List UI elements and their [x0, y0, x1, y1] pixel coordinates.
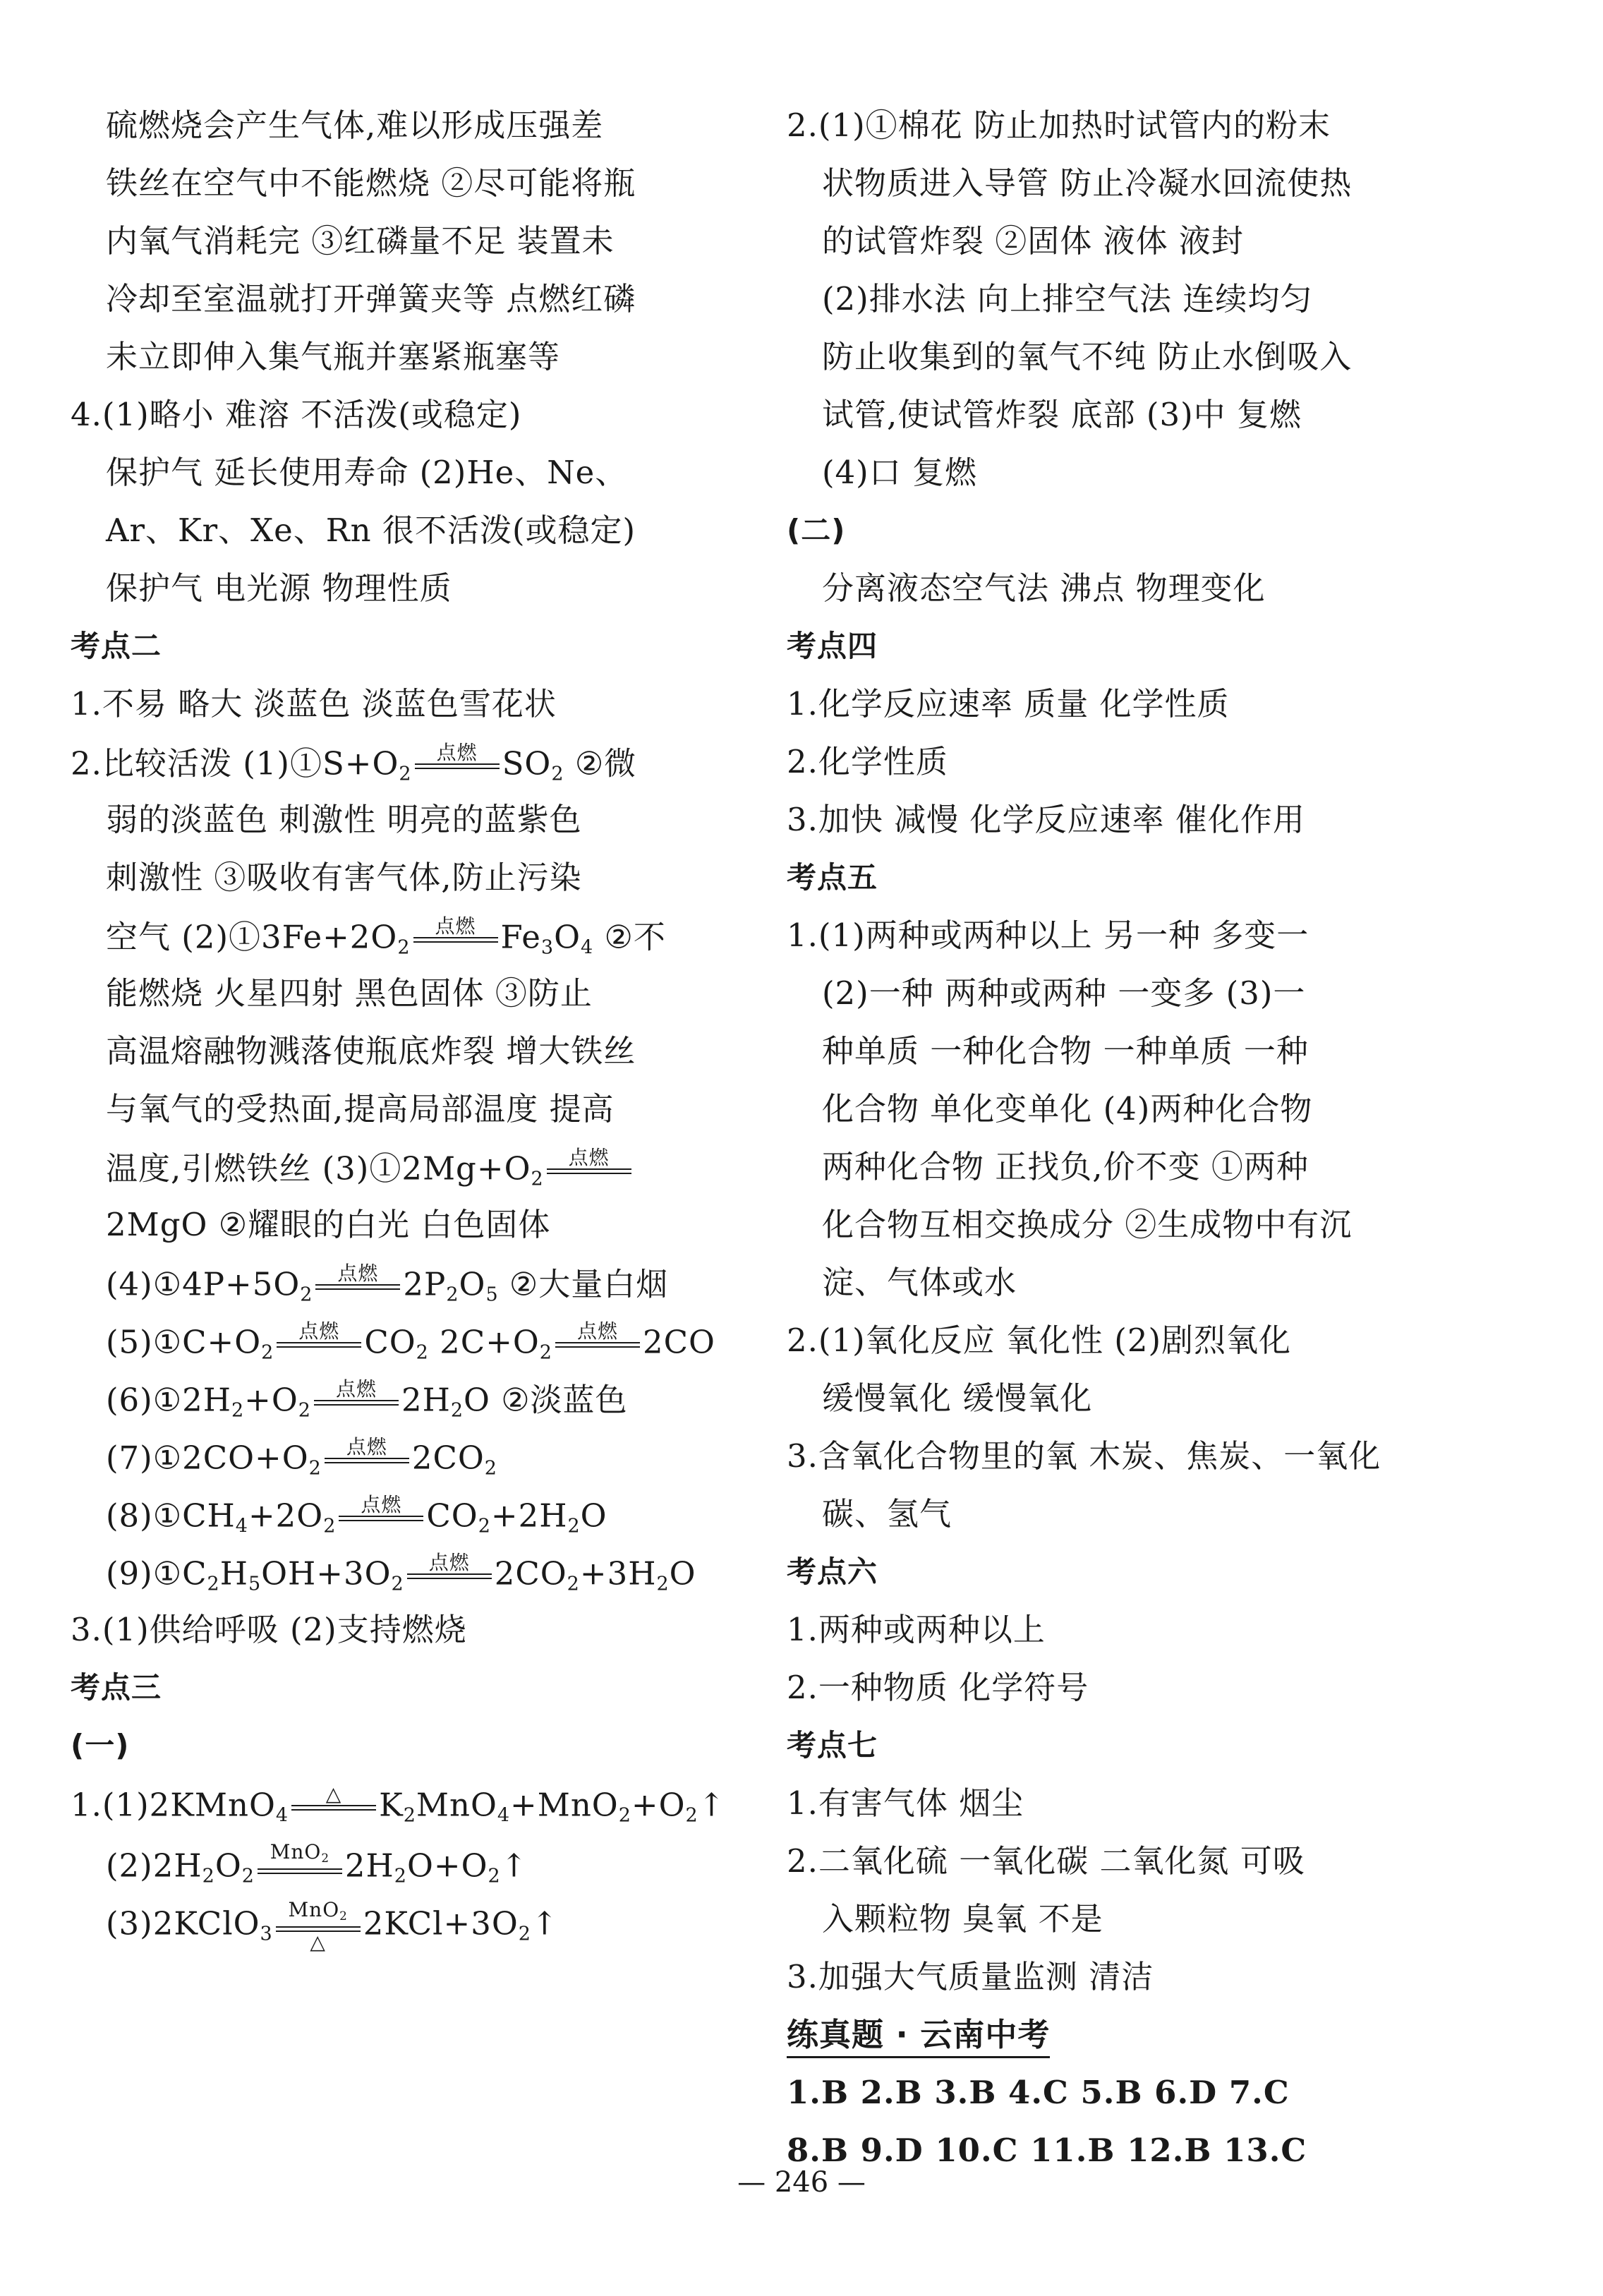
answer-key-row: 1.B 2.B 3.B 4.C 5.B 6.D 7.C [787, 2074, 1290, 2111]
text-line: Ar、Kr、Xe、Rn 很不活泼(或稳定) [106, 512, 636, 549]
text-line: 2.(1)①棉花 防止加热时试管内的粉末 [787, 107, 1331, 144]
equation-line: $(9)①C_2H_5OH+3O_2$ 点燃 $2CO_2+3H_2O$ [106, 1551, 696, 1595]
page-number: — 246 — [737, 2166, 866, 2199]
text-line: 冷却至室温就打开弹簧夹等 点燃红磷 [106, 280, 636, 318]
equation-line: $(4)①4P+5O_2$ 点燃 $2P_2O_5$ ②大量白烟 [106, 1262, 669, 1306]
text-line: 1.有害气体 烟尘 [787, 1784, 1024, 1822]
text-line: 3.(1)供给呼吸 (2)支持燃烧 [71, 1611, 467, 1648]
text-line: 硫燃烧会产生气体,难以形成压强差 [106, 107, 604, 144]
text-line: 未立即伸入集气瓶并塞紧瓶塞等 [106, 338, 561, 375]
text-line: 与氧气的受热面,提高局部温度 提高 [106, 1090, 615, 1128]
text-line: (2)一种 两种或两种 一变多 (3)一 [822, 974, 1306, 1012]
equation-line: 温度,引燃铁丝 $(3)①2Mg+O_2$ 点燃 [71, 1147, 720, 1205]
section-heading-5: 考点五 [787, 860, 878, 895]
text-line: 碳、氢气 [822, 1495, 952, 1533]
text-line: 3.加快 减慢 化学反应速率 催化作用 [787, 801, 1305, 838]
text-line: 1.(1)两种或两种以上 另一种 多变一 [787, 917, 1309, 954]
equation-line: 空气 $(2)①3Fe+2O_2$ 点燃 $Fe_3O_4$ ②不 [106, 914, 666, 959]
text-line: 2.化学性质 [787, 743, 948, 780]
text-line: 化合物 单化变单化 (4)两种化合物 [822, 1090, 1313, 1128]
equation-line: $(7)①2CO+O_2$ 点燃 $2CO_2$ [106, 1435, 497, 1480]
text-line: 化合物互相交换成分 ②生成物中有沉 [822, 1206, 1353, 1243]
text-line: 淀、气体或水 [822, 1264, 1017, 1301]
text-line: 试管,使试管炸裂 底部 (3)中 复燃 [822, 396, 1302, 433]
equation-line: $(6)①2H_2+O_2$ 点燃 $2H_2O$ ②淡蓝色 [106, 1377, 628, 1422]
text-line: 2MgO ②耀眼的白光 白色固体 [106, 1206, 551, 1243]
equation-line: 1.(1)2KMnO$_4$ △ $K_2MnO_4+MnO_2+O_2↑$ [71, 1782, 726, 1827]
text-line: 内氧气消耗完 ③红磷量不足 装置未 [106, 222, 615, 260]
equation-line: $(2)2H_2O_2$ MnO$_2$ $2H_2O+O_2↑$ [106, 1840, 528, 1887]
practice-title: 练真题 · 云南中考 [787, 2015, 1513, 2073]
section-heading-6: 考点六 [787, 1554, 878, 1589]
text-line: 刺激性 ③吸收有害气体,防止污染 [106, 859, 582, 896]
text-line: 2.一种物质 化学符号 [787, 1669, 1089, 1706]
text-line: 能燃烧 火星四射 黑色固体 ③防止 [106, 974, 593, 1012]
text-line: 2.二氧化硫 一氧化碳 二氧化氮 可吸 [787, 1842, 1305, 1880]
text-line: 高温熔融物溅落使瓶底炸裂 增大铁丝 [106, 1032, 636, 1070]
section-heading-2: 考点二 [71, 629, 162, 663]
text-line: 1.不易 略大 淡蓝色 淡蓝色雪花状 [71, 685, 557, 723]
text-line: 状物质进入导管 防止冷凝水回流使热 [822, 164, 1353, 202]
equation-line: (3)2KClO$_3$ MnO$_2$ △ $2KCl+3O_2↑$ [106, 1898, 559, 1954]
text-line: 铁丝在空气中不能燃烧 ②尽可能将瓶 [106, 164, 636, 202]
equation-line: 2.比较活泼 $(1)①S+O_2$ 点燃 $SO_2$ ②微 [71, 741, 637, 785]
section-heading-7: 考点七 [787, 1728, 878, 1763]
section-heading-4: 考点四 [787, 629, 878, 663]
text-line: (4)口 复燃 [822, 454, 978, 491]
left-column [71, 106, 726, 1957]
text-line: 缓慢氧化 缓慢氧化 [822, 1379, 1093, 1417]
equation-line: $(5)①C+O_2$ 点燃 $CO_2$ $2C+O_2$ 点燃 2CO [106, 1319, 715, 1364]
text-line: 1.化学反应速率 质量 化学性质 [787, 685, 1230, 723]
text-line: 入颗粒物 臭氧 不是 [822, 1900, 1103, 1938]
text-line: 1.两种或两种以上 [787, 1611, 1046, 1648]
answer-key-row: 8.B 9.D 10.C 11.B 12.B 13.C [787, 2132, 1307, 2169]
text-line: 的试管炸裂 ②固体 液体 液封 [822, 222, 1244, 260]
subsection-heading: (二) [787, 513, 846, 548]
text-line: 3.加强大气质量监测 清洁 [787, 1958, 1154, 1995]
text-line: 2.(1)氧化反应 氧化性 (2)剧烈氧化 [787, 1322, 1292, 1359]
right-column [787, 106, 1513, 2189]
text-line: 分离液态空气法 沸点 物理变化 [822, 569, 1266, 607]
text-line: 防止收集到的氧气不纯 防止水倒吸入 [822, 338, 1353, 375]
equation-line: $(8)①CH_4+2O_2$ 点燃 $CO_2+2H_2O$ [106, 1493, 607, 1537]
text-line: 3.含氧化合物里的氧 木炭、焦炭、一氧化 [787, 1437, 1381, 1475]
subsection-heading: (一) [71, 1728, 130, 1763]
text-line: (2)排水法 向上排空气法 连续均匀 [822, 280, 1313, 318]
text-line: 保护气 延长使用寿命 (2)He、Ne、 [106, 454, 628, 491]
text-line: 两种化合物 正找负,价不变 ①两种 [822, 1148, 1309, 1185]
text-line: 4.(1)略小 难溶 不活泼(或稳定) [71, 396, 522, 433]
text-line: 保护气 电光源 物理性质 [106, 569, 452, 607]
text-line: 种单质 一种化合物 一种单质 一种 [822, 1032, 1309, 1070]
section-heading-3: 考点三 [71, 1670, 162, 1705]
text-line: 弱的淡蓝色 刺激性 明亮的蓝紫色 [106, 801, 582, 838]
